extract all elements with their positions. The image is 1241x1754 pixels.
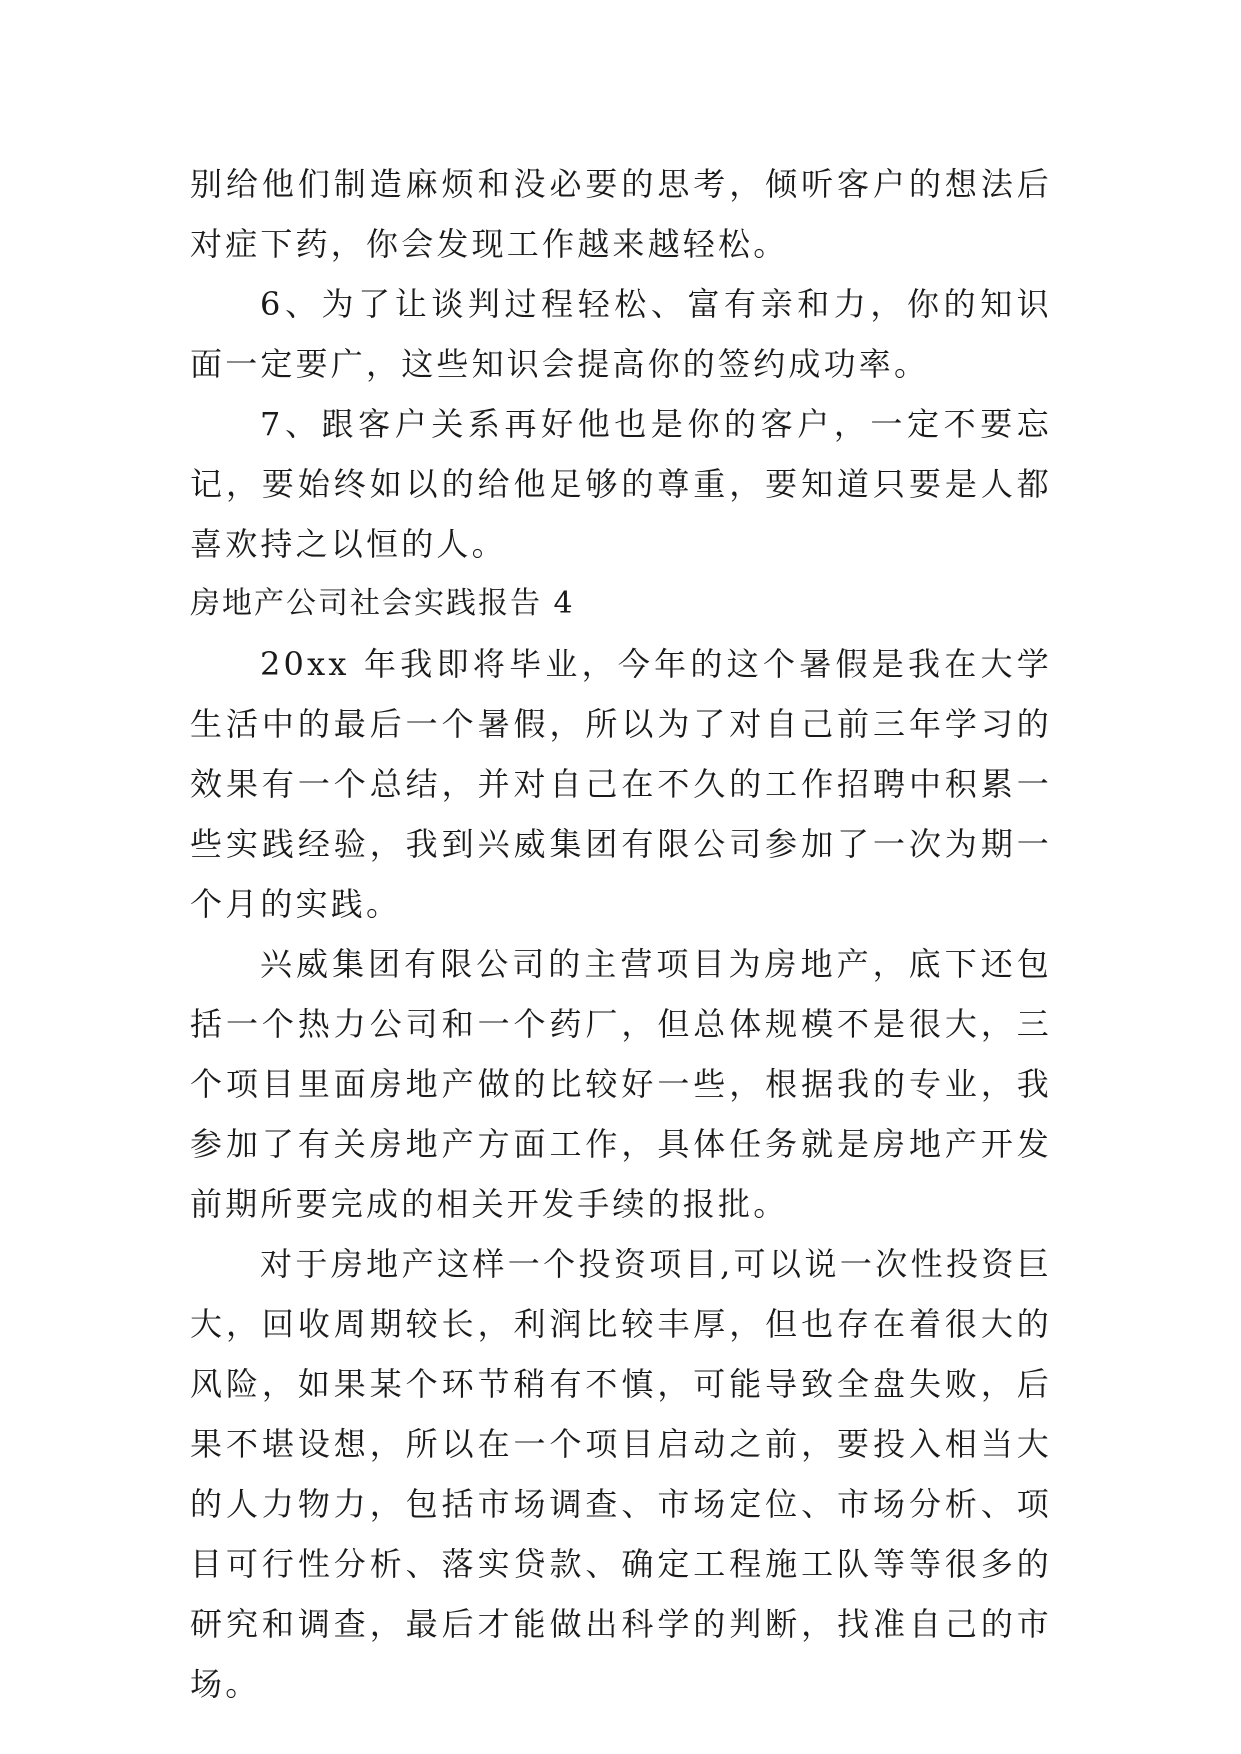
paragraph-continuation: 别给他们制造麻烦和没必要的思考，倾听客户的想法后对症下药，你会发现工作越来越轻松。 [190, 165, 1052, 263]
paragraph-intro: 20xx 年我即将毕业，今年的这个暑假是我在大学生活中的最后一个暑假，所以为了对自己前三年学习的效果有一个总结，并对自己在不久的工作招聘中积累一些实践经验，我到兴威集团有限公司参加了一次为期一个月的实践。 [190, 645, 1052, 923]
paragraph-investment: 对于房地产这样一个投资项目,可以说一次性投资巨大，回收周期较长，利润比较丰厚，但也存在着很大的风险，如果某个环节稍有不慎，可能导致全盘失败，后果不堪设想，所以在一个项目启动之前，要投入相当大的人力物力，包括市场调查、市场定位、市场分析、项目可行性分析、落实贷款、确定工程施工队等等很多的研究和调查，最后才能做出科学的判断，找准自己的市场。 [190, 1245, 1052, 1703]
document-body [190, 154, 1052, 1714]
paragraph-company: 兴威集团有限公司的主营项目为房地产，底下还包括一个热力公司和一个药厂，但总体规模不是很大，三个项目里面房地产做的比较好一些，根据我的专业，我参加了有关房地产方面工作，具体任务就是房地产开发前期所要完成的相关开发手续的报批。 [190, 945, 1052, 1223]
paragraph-tip-7: 7、跟客户关系再好他也是你的客户，一定不要忘记，要始终如以的给他足够的尊重，要知道只要是人都喜欢持之以恒的人。 [190, 405, 1052, 563]
section-heading: 房地产公司社会实践报告 4 [190, 586, 575, 621]
paragraph-tip-6: 6、为了让谈判过程轻松、富有亲和力，你的知识面一定要广，这些知识会提高你的签约成功率。 [190, 285, 1052, 383]
